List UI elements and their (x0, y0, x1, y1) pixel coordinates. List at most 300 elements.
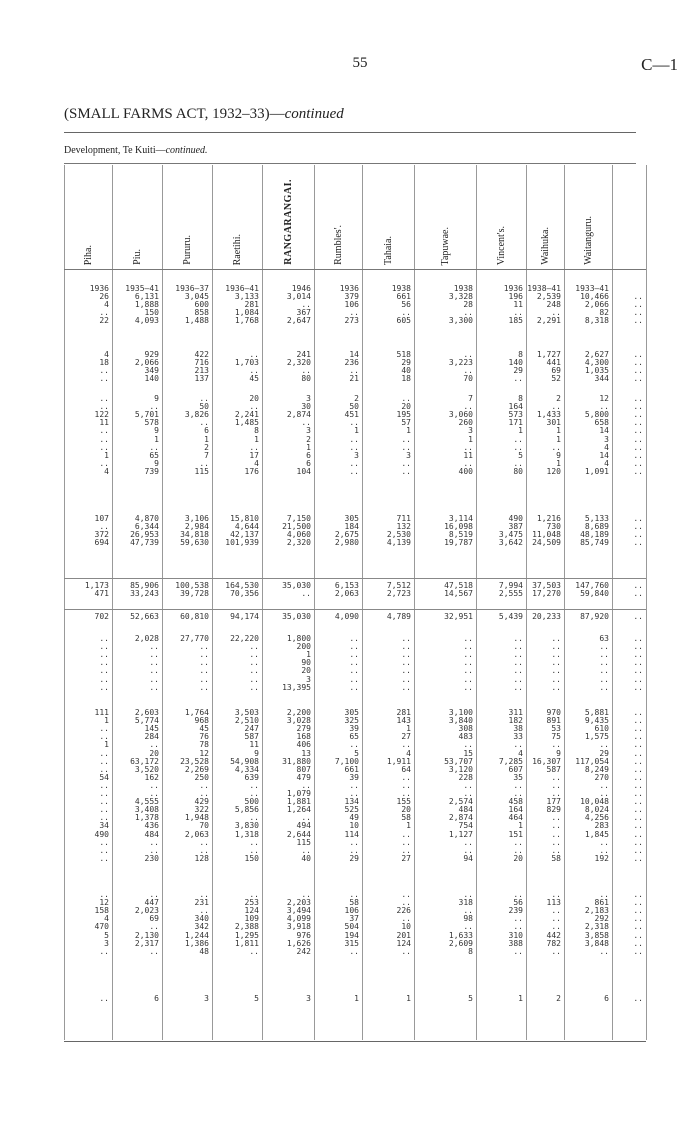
table-cell: .. (99, 394, 109, 403)
table-cell: 3,826 (184, 410, 209, 420)
table-cell: .. (199, 682, 209, 692)
table-cell: .. (633, 748, 643, 758)
table-cell: .. (99, 756, 109, 766)
table-cell: .. (551, 906, 561, 916)
table-cell: .. (99, 890, 109, 899)
table-cell: .. (633, 358, 643, 368)
table-cell: .. (633, 402, 643, 412)
table-cell: 3,223 (448, 358, 473, 368)
table-cell: 587 (546, 764, 561, 774)
table-cell: 484 (458, 805, 473, 815)
page-number: 55 (352, 55, 368, 71)
table-cell: .. (99, 724, 109, 734)
table-cell: 1 (406, 426, 411, 436)
table-cell: 1936–37 (175, 284, 209, 293)
table-cell: .. (551, 845, 561, 855)
table-cell: 3,106 (184, 514, 209, 523)
table-cell: .. (599, 740, 609, 750)
table-cell: .. (551, 772, 561, 782)
table-cell: 20 (401, 402, 411, 412)
table-cell: 730 (546, 522, 561, 532)
table-cell: 101,939 (225, 538, 259, 548)
table-cell: .. (249, 682, 259, 692)
table-cell: .. (633, 581, 643, 590)
table-cell: .. (349, 845, 359, 855)
table-cell: .. (513, 789, 523, 798)
table-cell: 10,466 (580, 292, 609, 302)
table-cell: .. (633, 514, 643, 523)
table-cell: .. (301, 589, 311, 599)
table-cell: 143 (396, 716, 411, 726)
table-cell: 239 (508, 906, 523, 916)
table-cell: 7,994 (498, 581, 523, 590)
table-cell: 2,874 (448, 813, 473, 823)
table-cell: .. (463, 350, 473, 359)
column-header-label: Raetihi. (231, 233, 243, 265)
table-cell: .. (99, 522, 109, 532)
table-cell: .. (349, 658, 359, 668)
table-cell: 50 (199, 402, 209, 412)
table-cell: .. (149, 740, 159, 750)
table-cell: .. (249, 845, 259, 855)
table-cell: .. (401, 780, 411, 790)
table-cell: 15,810 (230, 514, 259, 523)
table-cell: .. (633, 914, 643, 924)
table-cell: 228 (458, 772, 473, 782)
table-cell: .. (99, 666, 109, 676)
table-bottom-rule (64, 1041, 646, 1042)
table-cell: 1 (556, 434, 561, 444)
table-cell: .. (463, 442, 473, 452)
table-cell: 34 (99, 821, 109, 831)
table-cell: 107 (94, 514, 109, 523)
table-cell: 195 (396, 410, 411, 420)
table-cell: .. (551, 682, 561, 692)
table-cell: 6 (306, 450, 311, 460)
table-cell: .. (401, 845, 411, 855)
table-cell: .. (401, 634, 411, 643)
column-header-label: Waitanguru. (582, 216, 594, 265)
table-cell: 308 (458, 724, 473, 734)
table-cell: 310 (508, 930, 523, 940)
table-cell: 5,133 (584, 514, 609, 523)
table-cell: .. (463, 890, 473, 899)
table-cell: .. (633, 772, 643, 782)
table-cell: 76 (199, 732, 209, 742)
table-cell: 70 (199, 821, 209, 831)
table-cell: .. (633, 634, 643, 643)
table-cell: 483 (458, 732, 473, 742)
table-cell: .. (633, 922, 643, 932)
table-cell: 4,090 (334, 612, 359, 621)
table-cell: 5,701 (134, 410, 159, 420)
table-cell: 106 (344, 906, 359, 916)
table-cell: 241 (296, 350, 311, 359)
table-cell: .. (99, 402, 109, 412)
table-cell: .. (463, 674, 473, 684)
table-cell: 5,800 (584, 410, 609, 420)
table-cell: .. (513, 374, 523, 384)
table-cell: 422 (194, 350, 209, 359)
table-cell: .. (401, 837, 411, 847)
table-cell: 929 (144, 350, 159, 359)
table-cell: .. (149, 845, 159, 855)
table-cell: .. (249, 442, 259, 452)
table-cell: 2 (306, 434, 311, 444)
table-cell: 1 (306, 650, 311, 660)
table-cell: 2,318 (584, 922, 609, 932)
table-cell: 226 (396, 906, 411, 916)
table-cell: .. (301, 418, 311, 428)
table-cell: 8,024 (584, 805, 609, 815)
table-cell: 1,703 (234, 358, 259, 368)
table-cell: 4 (104, 350, 109, 359)
table-cell: .. (99, 946, 109, 956)
table-cell: 29 (401, 358, 411, 368)
table-cell: .. (599, 658, 609, 668)
table-cell: .. (149, 402, 159, 412)
table-cell: .. (633, 708, 643, 717)
table-cell: 122 (94, 410, 109, 420)
column-header (314, 165, 362, 265)
table-cell: 1 (406, 821, 411, 831)
table-cell: .. (99, 634, 109, 643)
table-cell: .. (551, 650, 561, 660)
table-cell: 3,840 (448, 716, 473, 726)
table-cell: .. (401, 434, 411, 444)
table-cell: 52,663 (130, 612, 159, 621)
table-cell: .. (463, 906, 473, 916)
table-cell: .. (99, 813, 109, 823)
table-cell: .. (149, 658, 159, 668)
table-cell: 12 (599, 394, 609, 403)
table-cell: .. (463, 308, 473, 318)
table-cell: .. (199, 674, 209, 684)
table-cell: .. (551, 829, 561, 839)
table-cell: 200 (296, 642, 311, 652)
table-cell: .. (551, 442, 561, 452)
table-cell: 829 (546, 805, 561, 815)
table-cell: .. (599, 789, 609, 798)
table-cell: 34,818 (180, 530, 209, 540)
table-cell: 38 (513, 724, 523, 734)
column-header (362, 165, 414, 265)
title-main: (SMALL FARMS ACT, 1932–33)— (64, 106, 285, 122)
table-cell: 54,908 (230, 756, 259, 766)
table-cell: 9,435 (584, 716, 609, 726)
table-cell: 3,848 (584, 938, 609, 948)
table-cell: 1,768 (234, 316, 259, 326)
table-cell: 6 (604, 994, 609, 1003)
table-cell: 3,642 (498, 538, 523, 548)
table-cell: .. (99, 837, 109, 847)
table-cell: 2 (204, 442, 209, 452)
table-cell: .. (633, 898, 643, 908)
table-cell: 33,243 (130, 589, 159, 599)
table-cell: .. (513, 642, 523, 652)
table-cell: .. (551, 780, 561, 790)
table-cell: 441 (546, 358, 561, 368)
table-cell: 253 (244, 898, 259, 908)
table-cell: .. (463, 366, 473, 376)
column-header-label: Tahaia. (382, 235, 394, 265)
table-cell: .. (513, 650, 523, 660)
table-cell: 20 (301, 666, 311, 676)
table-cell: 3,328 (448, 292, 473, 302)
table-cell: 115 (296, 837, 311, 847)
table-cell: .. (401, 658, 411, 668)
table-cell: .. (349, 458, 359, 468)
table-cell: 171 (508, 418, 523, 428)
table-cell: 429 (194, 797, 209, 807)
table-cell: .. (463, 666, 473, 676)
table-cell: .. (149, 780, 159, 790)
table-cell: 30 (301, 402, 311, 412)
table-cell: .. (349, 740, 359, 750)
table-cell: .. (301, 366, 311, 376)
table-cell: .. (513, 922, 523, 932)
table-cell: .. (199, 458, 209, 468)
table-cell: 10,048 (580, 797, 609, 807)
table-cell: 11 (463, 450, 473, 460)
title-rule (64, 132, 636, 133)
table-cell: 70 (463, 374, 473, 384)
table-cell: .. (633, 434, 643, 444)
table-cell: 379 (344, 292, 359, 302)
table-cell: .. (401, 466, 411, 476)
table-cell: 132 (396, 522, 411, 532)
table-cell: .. (349, 837, 359, 847)
table-cell: .. (551, 914, 561, 924)
table-cell: 281 (244, 300, 259, 310)
table-cell: 2 (556, 394, 561, 403)
table-cell: 87,920 (580, 612, 609, 621)
table-cell: 578 (144, 418, 159, 428)
table-cell: 18 (401, 374, 411, 384)
table-cell: 8,249 (584, 764, 609, 774)
table-cell: .. (401, 458, 411, 468)
table-cell: 1,318 (234, 829, 259, 839)
table-cell: 176 (244, 466, 259, 476)
table-cell: 26 (99, 292, 109, 302)
table-cell: 9 (254, 748, 259, 758)
table-cell: 283 (594, 821, 609, 831)
table-cell: .. (401, 829, 411, 839)
table-cell: 281 (396, 708, 411, 717)
table-cell: 2,063 (184, 829, 209, 839)
table-cell: 5 (254, 994, 259, 1003)
table-cell: 8 (518, 394, 523, 403)
table-cell: 1 (154, 434, 159, 444)
table-cell: .. (599, 666, 609, 676)
table-cell: .. (633, 805, 643, 815)
table-cell: .. (463, 682, 473, 692)
table-cell: 8 (468, 946, 473, 956)
table-cell: 114 (344, 829, 359, 839)
table-cell: 10 (401, 922, 411, 932)
table-cell: .. (633, 450, 643, 460)
table-cell: .. (99, 994, 109, 1003)
table-cell: .. (633, 418, 643, 428)
table-top-rule (64, 163, 636, 164)
table-cell: 490 (508, 514, 523, 523)
table-cell: .. (249, 650, 259, 660)
table-cell: 63 (599, 634, 609, 643)
table-cell: 164 (508, 805, 523, 815)
table-cell: .. (199, 780, 209, 790)
table-cell: .. (551, 789, 561, 798)
column-header-label: Waihuka. (539, 227, 551, 265)
table-cell: 90 (301, 658, 311, 668)
table-cell: .. (249, 350, 259, 359)
table-cell: 8 (518, 350, 523, 359)
table-cell: 3 (604, 434, 609, 444)
table-cell: 260 (458, 418, 473, 428)
table-cell: 5 (104, 930, 109, 940)
table-cell: 387 (508, 522, 523, 532)
total-rule (64, 578, 646, 579)
table-cell: 471 (94, 589, 109, 599)
table-cell: .. (633, 716, 643, 726)
table-cell: .. (633, 530, 643, 540)
table-cell: 2,269 (184, 764, 209, 774)
table-cell: 39,728 (180, 589, 209, 599)
table-cell: 50 (349, 402, 359, 412)
table-cell: 2,183 (584, 906, 609, 916)
table-cell: .. (633, 366, 643, 376)
table-cell: .. (633, 938, 643, 948)
table-cell: 2,530 (386, 530, 411, 540)
table-cell: 150 (244, 853, 259, 863)
table-cell: 1933–41 (575, 284, 609, 293)
table-cell: .. (513, 946, 523, 956)
table-cell: 305 (344, 514, 359, 523)
table-cell: 3,045 (184, 292, 209, 302)
table-cell: .. (149, 642, 159, 652)
table-cell: .. (551, 642, 561, 652)
table-cell: 1,575 (584, 732, 609, 742)
table-cell: .. (99, 797, 109, 807)
table-cell: 1 (104, 716, 109, 726)
table-cell: 12 (99, 898, 109, 908)
table-cell: .. (463, 837, 473, 847)
table-cell: 494 (296, 821, 311, 831)
table-cell: 1,386 (184, 938, 209, 948)
table-cell: 4 (518, 748, 523, 758)
table-cell: .. (599, 682, 609, 692)
table-cell: 124 (396, 938, 411, 948)
table-cell: .. (301, 300, 311, 310)
table-cell: 292 (594, 914, 609, 924)
table-cell: 3,060 (448, 410, 473, 420)
table-cell: 1,264 (286, 805, 311, 815)
table-cell: 3,475 (498, 530, 523, 540)
table-cell: 5,439 (498, 612, 523, 621)
table-cell: 5,856 (234, 805, 259, 815)
table-cell: 4,093 (134, 316, 159, 326)
column-header-label: Pururu. (181, 235, 193, 265)
table-cell: 1,035 (584, 366, 609, 376)
table-cell: .. (551, 308, 561, 318)
table-cell: 6 (306, 458, 311, 468)
table-cell: 9 (154, 394, 159, 403)
table-cell: 716 (194, 358, 209, 368)
table-cell: 26,953 (130, 530, 159, 540)
table-cell: 57 (401, 418, 411, 428)
table-cell: 4,060 (286, 530, 311, 540)
table-cell: .. (513, 914, 523, 924)
table-cell: .. (249, 366, 259, 376)
table-cell: 16,307 (532, 756, 561, 766)
table-cell: .. (99, 853, 109, 863)
table-cell: .. (99, 780, 109, 790)
table-cell: 1,084 (234, 308, 259, 318)
table-cell: 140 (508, 358, 523, 368)
table-cell: 325 (344, 716, 359, 726)
table-cell: 1 (468, 434, 473, 444)
table-cell: 52 (551, 374, 561, 384)
table-cell: 694 (94, 538, 109, 548)
table-cell: 35,030 (282, 612, 311, 621)
table-cell: .. (249, 642, 259, 652)
table-cell: 807 (296, 764, 311, 774)
table-cell: .. (599, 946, 609, 956)
table-cell: .. (633, 829, 643, 839)
table-cell: .. (349, 650, 359, 660)
table-cell: 367 (296, 308, 311, 318)
table-cell: .. (633, 316, 643, 326)
table-cell: 158 (94, 906, 109, 916)
table-cell: 65 (149, 450, 159, 460)
table-cell: 94,174 (230, 612, 259, 621)
table-cell: 6,344 (134, 522, 159, 532)
table-cell: 53 (551, 724, 561, 734)
table-cell: .. (633, 658, 643, 668)
table-cell: .. (599, 845, 609, 855)
column-header (212, 165, 262, 265)
table-cell: 32,951 (444, 612, 473, 621)
table-cell: .. (633, 426, 643, 436)
table-cell: 151 (508, 829, 523, 839)
table-cell: .. (513, 658, 523, 668)
table-cell: 4 (604, 458, 609, 468)
table-cell: 54 (99, 772, 109, 782)
table-cell: 2,723 (386, 589, 411, 599)
column-header (476, 165, 526, 265)
table-cell: 1,079 (286, 789, 311, 798)
table-cell: 2,063 (334, 589, 359, 599)
table-cell: 3,503 (234, 708, 259, 717)
table-cell: 39 (349, 724, 359, 734)
table-cell: 2,980 (334, 538, 359, 548)
table-cell: 1,764 (184, 708, 209, 717)
table-cell: 1 (204, 434, 209, 444)
table-cell: 3,520 (134, 764, 159, 774)
table-cell: 242 (296, 946, 311, 956)
table-cell: 115 (194, 466, 209, 476)
table-cell: 273 (344, 316, 359, 326)
table-cell: 33 (513, 732, 523, 742)
table-cell: .. (349, 308, 359, 318)
table-cell: 17 (249, 450, 259, 460)
table-cell: .. (633, 837, 643, 847)
table-cell: 2,874 (286, 410, 311, 420)
table-cell: 600 (194, 300, 209, 310)
table-cell: .. (551, 890, 561, 899)
table-cell: 406 (296, 740, 311, 750)
table-cell: 1938–41 (527, 284, 561, 293)
table-cell: 372 (94, 530, 109, 540)
